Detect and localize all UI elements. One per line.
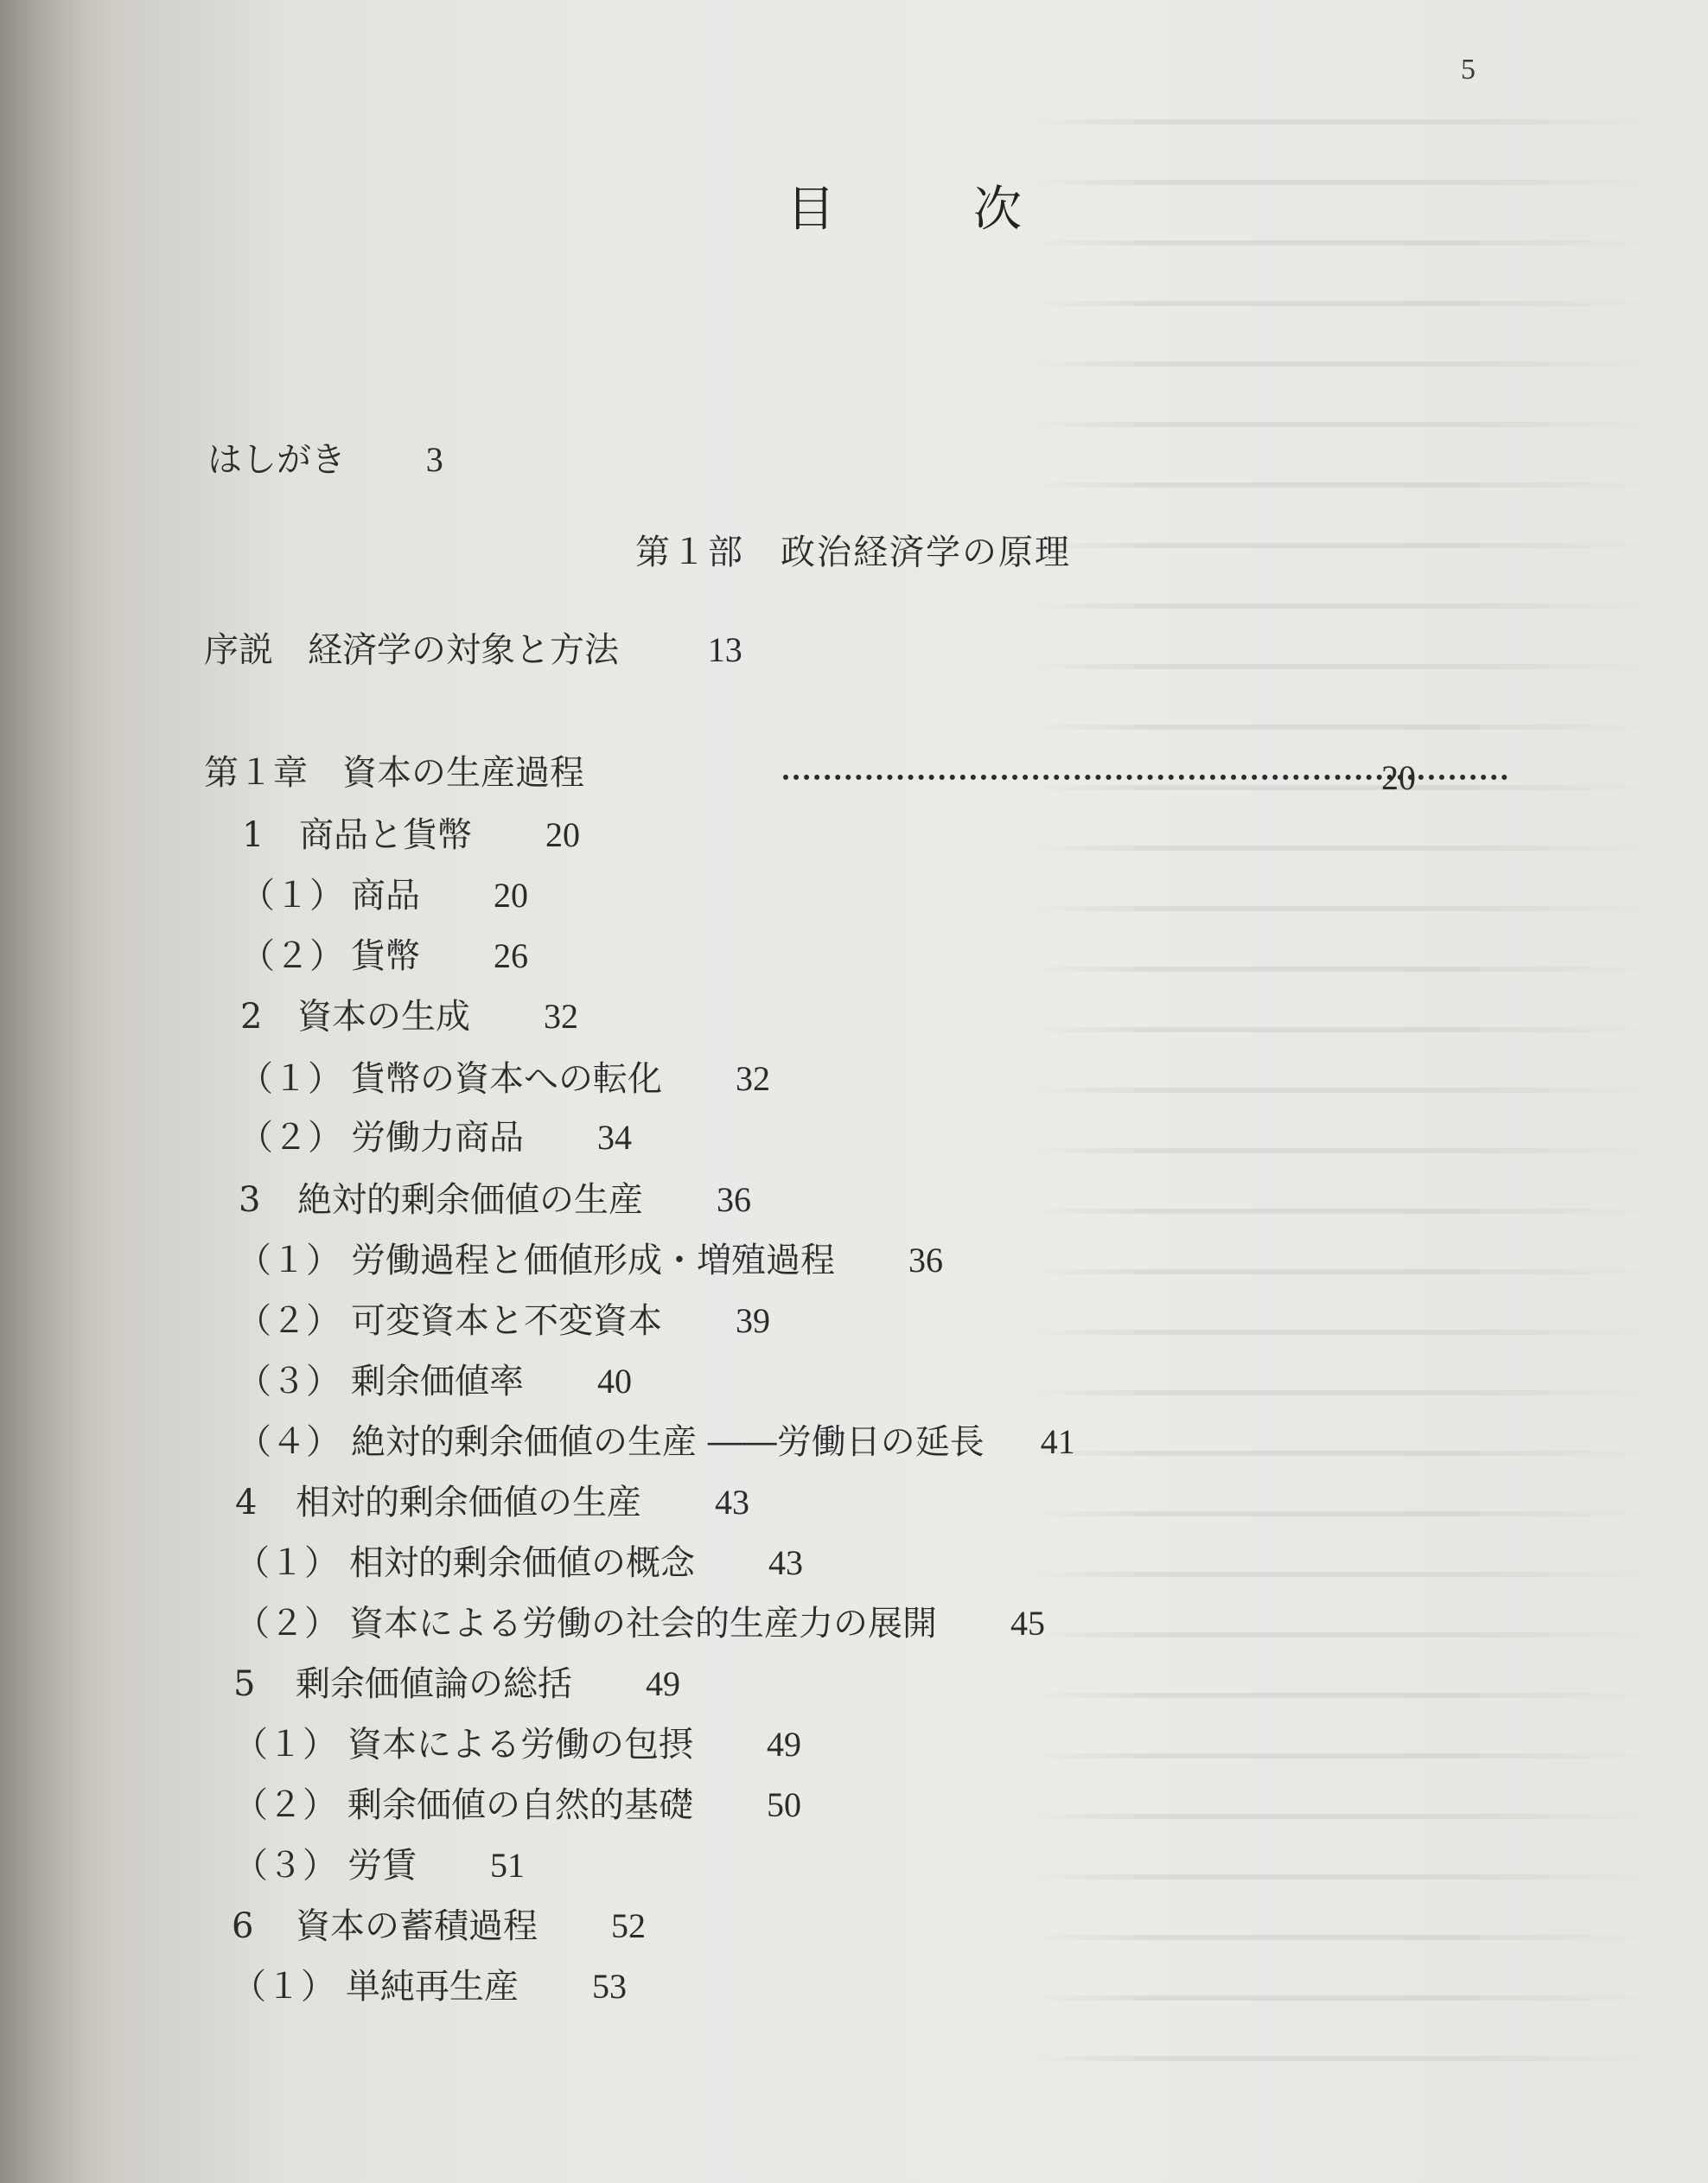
entry-page: 45 — [1010, 1604, 1045, 1643]
toc-entry — [242, 807, 580, 857]
entry-label: 相対的剰余価値の概念 — [349, 1543, 695, 1583]
entry-page: 32 — [736, 1059, 770, 1098]
toc-entry — [240, 929, 528, 978]
part-heading: 第１部 政治経済学の原理 — [635, 533, 1071, 572]
entry-label: 絶対的剰余価値の生産 — [297, 1180, 643, 1220]
chapter-label: 第１章 資本の生産過程 — [204, 753, 584, 793]
entry-number: （１） — [235, 1543, 339, 1583]
entry-number: （１） — [233, 1725, 337, 1765]
entry-number: （１） — [237, 1241, 341, 1280]
toc-entry — [235, 1596, 1045, 1645]
entry-number: 1 — [242, 815, 264, 855]
entry-page: 39 — [736, 1301, 770, 1340]
toc-entry — [237, 1414, 1075, 1464]
preface-page: 3 — [425, 440, 443, 479]
toc-entry — [235, 1535, 803, 1585]
page-title: 目 次 — [787, 182, 1067, 238]
toc-entry — [237, 1354, 632, 1403]
entry-page: 53 — [592, 1967, 627, 2006]
toc-entry — [233, 1838, 525, 1887]
entry-label: 絶対的剰余価値の生産 ――労働日の延長 — [351, 1422, 985, 1462]
entry-number: 4 — [235, 1483, 258, 1522]
book-spine-shadow — [0, 0, 130, 2183]
page-number: 5 — [1461, 54, 1475, 86]
entry-label: 商品 — [351, 876, 420, 916]
entry-number: 5 — [233, 1664, 256, 1704]
toc-entry — [237, 1233, 943, 1282]
entry-number: 3 — [239, 1180, 261, 1220]
entry-page: 43 — [768, 1543, 803, 1582]
entry-number: （２） — [233, 1785, 337, 1825]
entry-number: （２） — [237, 1301, 341, 1341]
intro-label: 序説 経済学の対象と方法 — [204, 630, 619, 670]
chapter-page: 20 — [1381, 758, 1416, 797]
entry-number: （２） — [240, 936, 344, 976]
preface-label: はしがき — [207, 440, 346, 480]
entry-page: 52 — [611, 1906, 646, 1945]
entry-page: 26 — [494, 936, 528, 975]
entry-label: 資本の生成 — [297, 997, 470, 1037]
entry-label: 労賃 — [347, 1846, 417, 1886]
toc-entry — [233, 1717, 801, 1766]
entry-page: 50 — [767, 1785, 801, 1824]
entry-number: 2 — [240, 997, 263, 1037]
entry-number: （４） — [237, 1422, 341, 1462]
entry-number: （２） — [235, 1604, 339, 1644]
entry-number: （３） — [233, 1846, 337, 1886]
entry-label: 剰余価値率 — [351, 1362, 524, 1401]
toc-entry — [237, 1293, 770, 1343]
toc-entry — [240, 868, 528, 917]
entry-label: 労働力商品 — [351, 1118, 524, 1158]
entry-number: 6 — [232, 1906, 254, 1946]
toc-entry — [239, 1172, 751, 1222]
entry-label: 剰余価値の自然的基礎 — [347, 1785, 693, 1825]
entry-label: 資本による労働の社会的生産力の展開 — [349, 1604, 937, 1644]
toc-entry — [232, 1899, 646, 1948]
entry-number: （３） — [237, 1362, 341, 1401]
entry-page: 49 — [767, 1725, 801, 1764]
entry-page: 20 — [545, 815, 580, 854]
entry-number: （１） — [240, 876, 344, 916]
entry-page: 32 — [544, 997, 578, 1036]
entry-page: 41 — [1040, 1422, 1075, 1461]
toc-entry — [239, 1051, 770, 1101]
book-page — [130, 0, 1708, 2183]
entry-number: （１） — [232, 1967, 335, 2007]
entry-label: 貨幣の資本への転化 — [351, 1059, 662, 1099]
toc-intro — [204, 622, 742, 672]
entry-page: 34 — [597, 1118, 632, 1157]
bleed-through-text — [1029, 86, 1651, 2075]
toc-entry — [233, 1778, 801, 1827]
entry-number: （２） — [239, 1118, 342, 1158]
entry-label: 相対的剰余価値の生産 — [296, 1483, 641, 1522]
entry-page: 51 — [490, 1846, 525, 1885]
entry-page: 36 — [717, 1180, 751, 1219]
entry-page: 20 — [494, 876, 528, 915]
entry-page: 40 — [597, 1362, 632, 1401]
entry-label: 労働過程と価値形成・増殖過程 — [351, 1241, 835, 1280]
entry-label: 可変資本と不変資本 — [351, 1301, 662, 1341]
toc-entry — [233, 1656, 680, 1706]
entry-label: 資本の蓄積過程 — [296, 1906, 538, 1946]
entry-page: 43 — [715, 1483, 749, 1522]
entry-label: 剰余価値論の総括 — [296, 1664, 572, 1704]
entry-number: （１） — [239, 1059, 342, 1099]
toc-entry — [235, 1475, 749, 1524]
toc-entry — [239, 1110, 632, 1159]
entry-label: 商品と貨幣 — [299, 815, 472, 855]
toc-chapter — [204, 745, 584, 795]
toc-preface — [207, 432, 443, 482]
intro-page: 13 — [707, 630, 742, 669]
entry-label: 単純再生産 — [346, 1967, 519, 2007]
entry-label: 貨幣 — [351, 936, 420, 976]
toc-entry — [232, 1959, 627, 2008]
entry-label: 資本による労働の包摂 — [347, 1725, 693, 1765]
entry-page: 49 — [646, 1664, 680, 1703]
entry-page: 36 — [908, 1241, 943, 1280]
toc-entry — [240, 989, 578, 1038]
